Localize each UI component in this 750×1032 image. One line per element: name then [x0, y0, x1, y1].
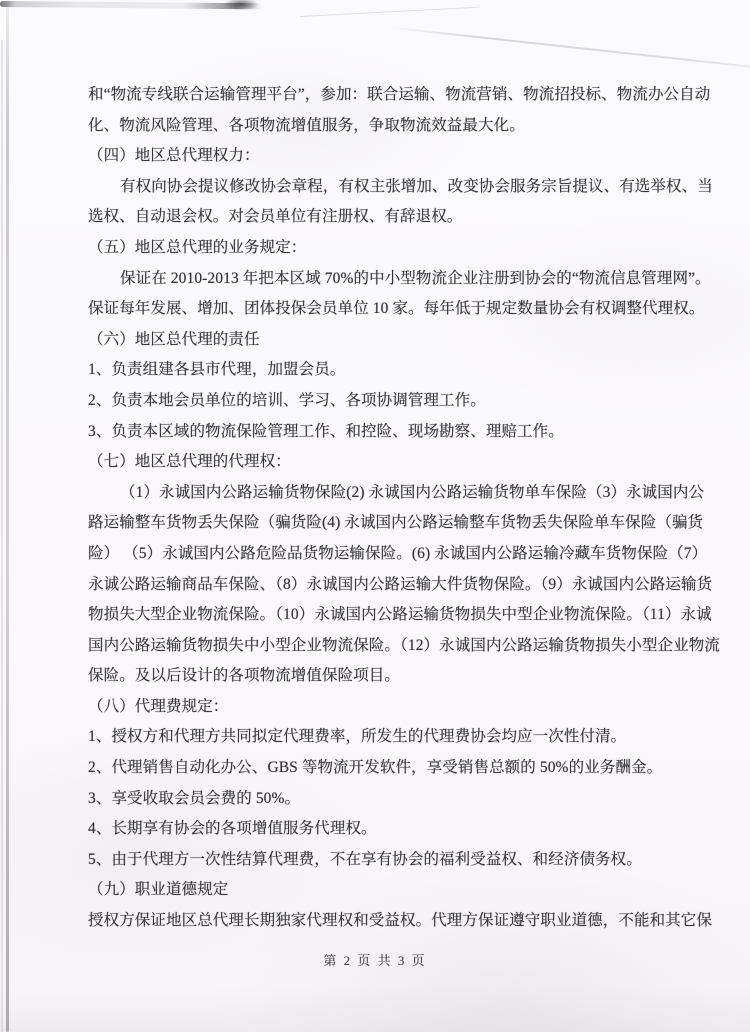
text-line: 路运输整车货物丢失保险（骗货险(4) 永诚国内公路运输整车货物丢失保险单车保险（骗货	[88, 514, 704, 532]
text-line: 保险。及以后设计的各项物流增值保险项目。	[88, 667, 401, 685]
text-line: （九）职业道德规定	[88, 881, 229, 899]
text-line: 永诚公路运输商品车保险、（8）永诚国内公路运输大件货物保险。（9）永诚国内公路运输货	[88, 575, 713, 593]
text-line: 3、享受收取会员会费的 50%。	[88, 789, 301, 807]
text-line: （七）地区总代理的代理权：	[88, 453, 291, 471]
text-line: 化、物流风险管理、各项物流增值服务，争取物流效益最大化。	[88, 116, 525, 134]
text-line: 险） （5）永诚国内公路危险品货物运输保险。(6) 永诚国内公路运输冷藏车货物保险（7）	[88, 544, 708, 562]
text-line: 1、授权方和代理方共同拟定代理费率，所发生的代理费协会均应一次性付清。	[88, 728, 627, 746]
text-line: 有权向协会提议修改协会章程，有权主张增加、改变协会服务宗旨提议、有选举权、当	[120, 177, 713, 195]
text-line: 保证每年发展、增加、团体投保会员单位 10 家。每年低于规定数量协会有权调整代理权。	[88, 300, 705, 318]
text-line: （四）地区总代理权力：	[88, 147, 260, 165]
scan-top-edge-artifact	[0, 1, 262, 9]
text-line: 2、代理销售自动化办公、GBS 等物流开发软件，享受销售总额的 50%的业务酬金。	[88, 759, 663, 777]
scan-bottom-shading	[0, 986, 750, 1032]
text-line: 国内公路运输货物损失中小型企业物流保险。（12）永诚国内公路运输货物损失小型企业物流	[88, 636, 720, 654]
text-line: 3、负责本区域的物流保险管理工作、和控险、现场勘察、理赔工作。	[88, 422, 564, 440]
scan-top-blotch-artifact	[224, 0, 258, 10]
text-line: （五）地区总代理的业务规定：	[88, 238, 307, 256]
paper-left-edge-shadow-faint	[1, 40, 3, 1032]
text-line: 2、负责本地会员单位的培训、学习、各项协调管理工作。	[88, 391, 486, 409]
text-line: （八）代理费规定：	[88, 697, 229, 715]
paper-crease-small	[300, 7, 480, 17]
text-line: （六）地区总代理的责任	[88, 330, 260, 348]
document-body	[88, 80, 720, 937]
text-line: 5、由于代理方一次性结算代理费，不在享有协会的福利受益权、和经济债务权。	[88, 850, 642, 868]
text-line: 选权、自动退会权。对会员单位有注册权、有辞退权。	[88, 208, 463, 226]
text-line: 保证在 2010-2013 年把本区域 70%的中小型物流企业注册到协会的“物流信息管理网”。	[120, 269, 711, 287]
page-number-footer: 第 2 页 共 3 页	[323, 953, 427, 968]
text-line: 授权方保证地区总代理长期独家代理权和受益权。代理方保证遵守职业道德，不能和其它保	[88, 912, 713, 930]
paper-left-edge-shadow	[6, 0, 9, 1032]
paper-crease	[385, 26, 750, 71]
text-line: 4、长期享有协会的各项增值服务代理权。	[88, 820, 377, 838]
text-line: 1、负责组建各县市代理，加盟会员。	[88, 361, 346, 379]
text-line: 和“物流专线联合运输管理平台”，参加：联合运输、物流营销、物流招投标、物流办公自动	[88, 86, 711, 103]
text-line: 物损失大型企业物流保险。（10）永诚国内公路运输货物损失中型企业物流保险。（11）永诚	[88, 606, 712, 624]
text-line: （1）永诚国内公路运输货物保险(2) 永诚国内公路运输货物单车保险（3）永诚国内公	[120, 483, 705, 501]
